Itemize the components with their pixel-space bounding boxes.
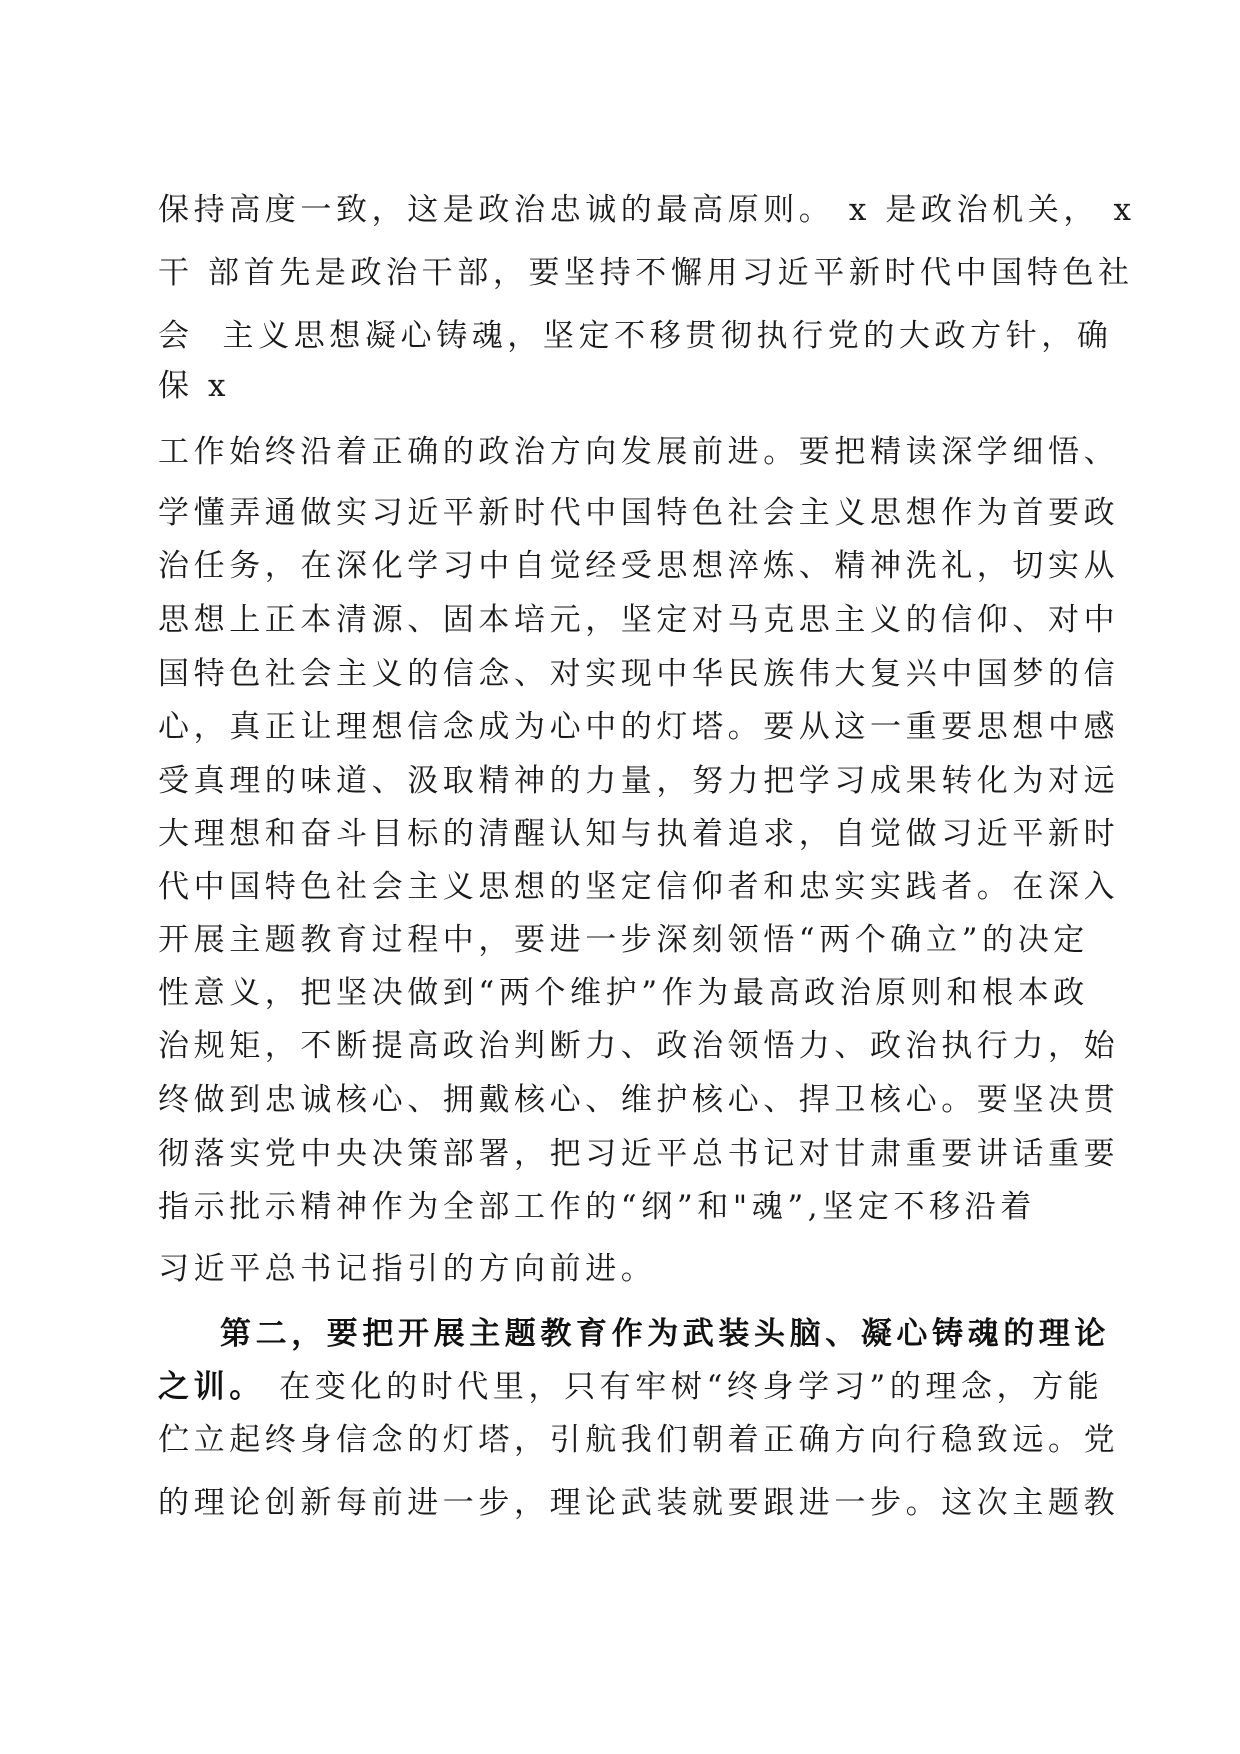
- paragraph-4-line-3: 伫立起终身信念的灯塔，引航我们朝着正确方向行稳致远。党: [158, 1422, 1120, 1458]
- section-heading-line-2: 之训。: [158, 1369, 265, 1405]
- paragraph-2-line-15: 指示批示精神作为全部工作的“纲”和"魂”,坚定不移沿着: [158, 1189, 1036, 1225]
- paragraph-3-line-1: 习近平总书记指引的方向前进。: [158, 1251, 657, 1287]
- paragraph-2-line-8: 大理想和奋斗目标的清醒认知与执着追求，自觉做习近平新时: [158, 816, 1120, 852]
- paragraph-2-line-13: 终做到忠诚核心、拥戴核心、维护核心、捍卫核心。要坚决贯: [158, 1082, 1120, 1118]
- paragraph-1-line-4: 保 x: [158, 368, 231, 404]
- paragraph-4-line-4: 的理论创新每前进一步，理论武装就要跟进一步。这次主题教: [158, 1485, 1120, 1521]
- paragraph-2-line-11: 性意义，把坚决做到“两个维护”作为最高政治原则和根本政: [158, 975, 1089, 1011]
- paragraph-2-line-14: 彻落实党中央决策部署，把习近平总书记对甘肃重要讲话重要: [158, 1136, 1120, 1172]
- paragraph-2-line-3: 治任务，在深化学习中自觉经受思想淬炼、精神洗礼，切实从: [158, 548, 1120, 584]
- paragraph-1-line-3: 会 主义思想凝心铸魂，坚定不移贯彻执行党的大政方针，确: [158, 318, 1113, 354]
- paragraph-2-line-7: 受真理的味道、汲取精神的力量，努力把学习成果转化为对远: [158, 763, 1120, 799]
- paragraph-1-line-1: 保持高度一致，这是政治忠诚的最高原则。 x 是政治机关， x: [158, 192, 1136, 228]
- paragraph-4-line-2: [158, 1367, 1104, 1407]
- paragraph-4-line-2-text: 在变化的时代里，只有牢树“终身学习”的理念，方能: [264, 1369, 1104, 1405]
- paragraph-2-line-2: 学懂弄通做实习近平新时代中国特色社会主义思想作为首要政: [158, 495, 1120, 531]
- paragraph-2-line-6: 心，真正让理想信念成为心中的灯塔。要从这一重要思想中感: [158, 709, 1120, 745]
- paragraph-2-line-9: 代中国特色社会主义思想的坚定信仰者和忠实实践者。在深入: [158, 869, 1120, 905]
- section-heading-line-1: 第二，要把开展主题教育作为武装头脑、凝心铸魂的理论: [220, 1316, 1110, 1352]
- paragraph-2-line-1: 工作始终沿着正确的政治方向发展前进。要把精读深学细悟、: [158, 434, 1120, 470]
- paragraph-2-line-12: 治规矩，不断提高政治判断力、政治领悟力、政治执行力，始: [158, 1028, 1120, 1064]
- paragraph-2-line-5: 国特色社会主义的信念、对实现中华民族伟大复兴中国梦的信: [158, 656, 1120, 692]
- paragraph-2-line-10: 开展主题教育过程中，要进一步深刻领悟“两个确立”的决定: [158, 922, 1089, 958]
- paragraph-1-line-2: 干 部首先是政治干部，要坚持不懈用习近平新时代中国特色社: [158, 255, 1134, 291]
- paragraph-2-line-4: 思想上正本清源、固本培元，坚定对马克思主义的信仰、对中: [158, 602, 1120, 638]
